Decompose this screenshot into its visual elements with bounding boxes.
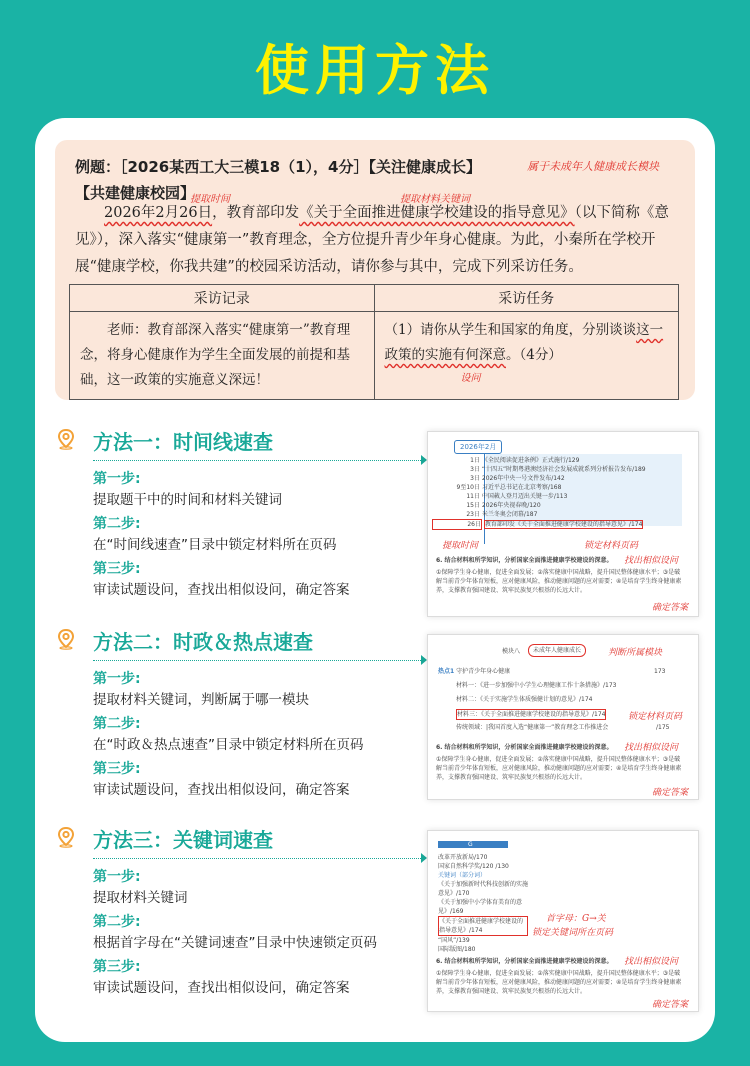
letter-header (438, 841, 508, 848)
method-title: 方法三：关键词速查 (93, 828, 273, 852)
keyword-entry: 关键词（部分词） (438, 872, 487, 879)
question-text: 6. 结合材料和所学知识，分析国家全面推进健康学校建设的深意。 (436, 958, 613, 965)
step-text: 审读试题设问，查找出相似设问，确定答案 (93, 782, 350, 798)
answer-text: ①保障学生身心健康，促进全面发展；②落实健康中国战略，提升国民整体健康水平；③是破解当前青少年体育短板，应对健康风险，推动健康问题的应对需要；④是培育学生终身健康素养，支撑教育强国建设、筑牢民族复兴根基的长远大计。 (436, 756, 682, 781)
material-page: /175 (656, 724, 670, 731)
hand-note-answer: 确定答案 (652, 1000, 689, 1010)
timeline-list (432, 456, 694, 530)
method-title: 方法二：时政＆热点速查 (93, 630, 313, 654)
dotted-line (93, 660, 425, 661)
timeline-row: 11日 中国載人登月迈出关键一步/113 (466, 493, 568, 500)
hotspot-page: 173 (654, 668, 666, 675)
step-text: 在“时政＆热点速查”目录中锁定材料所在页码 (93, 737, 364, 753)
keyword-screenshot (427, 830, 699, 1012)
hotspot-screenshot (427, 634, 699, 800)
question-text: 6. 结合材料和所学知识，分析国家全面推进健康学校建设的深意。 (436, 744, 613, 751)
method-2 (55, 626, 435, 798)
hand-note-answer: 确定答案 (652, 788, 689, 798)
keyword-entry: 《关于全面推进健康学校建设的指导意见》/174 (438, 916, 528, 936)
dotted-line (93, 858, 425, 859)
example-block (55, 140, 695, 400)
interview-table (69, 284, 679, 400)
hand-note-page: 锁定关键词所在页码 (532, 928, 614, 938)
keyword-entry: “国风”/139 (438, 937, 470, 944)
material-row: 材料二：《关于实施学生体质强健计划的意见》/174 (456, 696, 593, 703)
module-label: 模块八 (502, 648, 521, 655)
interview-record: 老师：教育部深入落实“健康第一”教育理念，将身心健康作为学生全面发展的前提和基础，这一政策的实施意义深远！ (70, 312, 375, 400)
interview-task: （1）请你从学生和国家的角度，分别谈谈这一政策的实施有何深意。（4分） 设问 (374, 312, 679, 400)
step-label: 第二步: (93, 716, 141, 732)
step-label: 第三步: (93, 561, 141, 577)
step-text: 提取题干中的时间和材料关键词 (93, 492, 282, 508)
step-text: 提取材料关键词 (93, 890, 188, 906)
method-steps (93, 666, 433, 801)
keyword-entry: 国家自然科学奖/120 /130 (438, 863, 509, 870)
timeline-row: 23日 米兰冬奥会闭幕/187 (466, 511, 538, 518)
method-title: 方法一：时间线速查 (93, 430, 273, 454)
hand-note-module: 判断所属模块 (608, 648, 663, 658)
method-steps (93, 864, 433, 999)
step-label: 第三步: (93, 959, 141, 975)
keyword-entry: 改革开放新局/170 (438, 854, 488, 861)
heading-annotation: 属于未成年人健康成长模块 (527, 160, 659, 173)
hand-note-page: 锁定材料页码 (628, 712, 683, 722)
method-1 (55, 426, 435, 598)
step-text: 提取材料关键词，判断属于哪一模块 (93, 692, 309, 708)
timeline-row: 15日 2026年央视春晚/120 (466, 502, 541, 509)
annotation-question: 设问 (460, 373, 481, 384)
keyword-list (438, 853, 528, 954)
hand-note-initial: 首字母：G→关 (546, 914, 606, 924)
annotation-time: 提取时间 (190, 194, 230, 205)
hand-note-find: 找出相似设问 (624, 556, 679, 566)
annotation-keywords: 提取材料关键词 (400, 194, 470, 205)
hand-note-answer: 确定答案 (652, 603, 689, 613)
page-title: 使用方法 (255, 39, 495, 102)
hotspot-heading: 热点1 守护青少年身心健康 (438, 668, 511, 675)
hand-note-page: 锁定材料页码 (584, 541, 639, 551)
step-text: 审读试题设问，查找出相似设问，确定答案 (93, 582, 350, 598)
method-3 (55, 824, 435, 996)
timeline-row: 3日 2026年中央一号文件发布/142 (470, 475, 565, 482)
step-label: 第二步: (93, 914, 141, 930)
table-header: 采访记录 (70, 285, 375, 312)
material-date: 2026年2月26日 (104, 205, 213, 221)
hand-note-find: 找出相似设问 (624, 957, 679, 967)
content-card (35, 118, 715, 1042)
letter-label: G (468, 841, 473, 848)
timeline-row: 3日 “十四五”时期粤港澳经济社会发展成就系列分析报告发布/189 (470, 466, 646, 473)
keyword-entry: 《关于加强新时代科技创新的实施意见》/170 (438, 881, 529, 897)
answer-text: ①保障学生身心健康，促进全面发展；②落实健康中国战略，提升国民整体健康水平；③是破解当前青少年体育短板，应对健康风险，推动健康问题的应对需要；④是培育学生终身健康素养，支撑教育强国建设、筑牢民族复兴根基的长远大计。 (436, 569, 682, 594)
location-pin-icon (55, 428, 77, 450)
method-steps (93, 466, 433, 601)
task-question: 这一政策的实施有何深意 (384, 322, 664, 363)
timeline-row: 26日 教育部印发《关于全面推进健康学校建设的指导意见》/174 (432, 519, 694, 530)
material-row: 传统领域：|我国首度入选“健康第一”教育理念工作推进会 (456, 724, 609, 731)
timeline-screenshot (427, 431, 699, 617)
table-header: 采访任务 (374, 285, 679, 312)
hand-note-time: 提取时间 (442, 541, 479, 551)
step-label: 第一步: (93, 671, 141, 687)
question-text: 6. 结合材料和所学知识，分析国家全面推进健康学校建设的深意。 (436, 557, 613, 564)
step-label: 第三步: (93, 761, 141, 777)
step-text: 审读试题设问，查找出相似设问，确定答案 (93, 980, 350, 996)
material-document: 《关于全面推进健康学校建设的指导意见》 (299, 205, 575, 221)
month-tab: 2026年2月 (454, 440, 502, 454)
example-subheading: 【共建健康校园】 (75, 184, 196, 202)
material-row: 材料三：《关于全面推进健康学校建设的指导意见》/174 (457, 711, 606, 718)
timeline-row: 9至10日 习近平总书记在北京考察/168 (456, 484, 562, 491)
step-label: 第一步: (93, 471, 141, 487)
step-text: 在“时间线速查”目录中锁定材料所在页码 (93, 537, 337, 553)
step-text: 根据首字母在“关键词速查”目录中快速锁定页码 (93, 935, 377, 951)
dotted-line (93, 460, 425, 461)
module-box: 未成年人健康成长 (528, 644, 586, 657)
keyword-entry: 《关于加强中小学体育美育的意见》/169 (438, 899, 523, 915)
hand-note-find: 找出相似设问 (624, 743, 679, 753)
timeline-row: 1日 《全民阅读促进条例》正式施行/129 (470, 457, 580, 464)
example-body: 2026年2月26日，教育部印发《关于全面推进健康学校建设的指导意见》（以下简称《意见》），深入落实“健康第一”教育理念，全方位提升青少年身心健康。为此，小秦所在学校开展“健康学校，你我共建”的校园采访活动，请你参与其中，完成下列采访任务。 (75, 205, 669, 275)
location-pin-icon (55, 826, 77, 848)
step-label: 第二步: (93, 516, 141, 532)
step-label: 第一步: (93, 869, 141, 885)
location-pin-icon (55, 628, 77, 650)
example-heading: 例题：［2026某西工大三模18（1），4分］【关注健康成长】 (75, 158, 481, 176)
answer-text: ①保障学生身心健康，促进全面发展；②落实健康中国战略，提升国民整体健康水平；③是破解当前青少年体育短板，应对健康风险，推动健康问题的应对需要；④是培育学生终身健康素养，支撑教育强国建设、筑牢民族复兴根基的长远大计。 (436, 970, 682, 995)
material-row: 材料一：《进一步加强中小学生心理健康工作十条措施》/173 (456, 682, 617, 689)
keyword-entry: 国际版图/180 (438, 946, 476, 953)
